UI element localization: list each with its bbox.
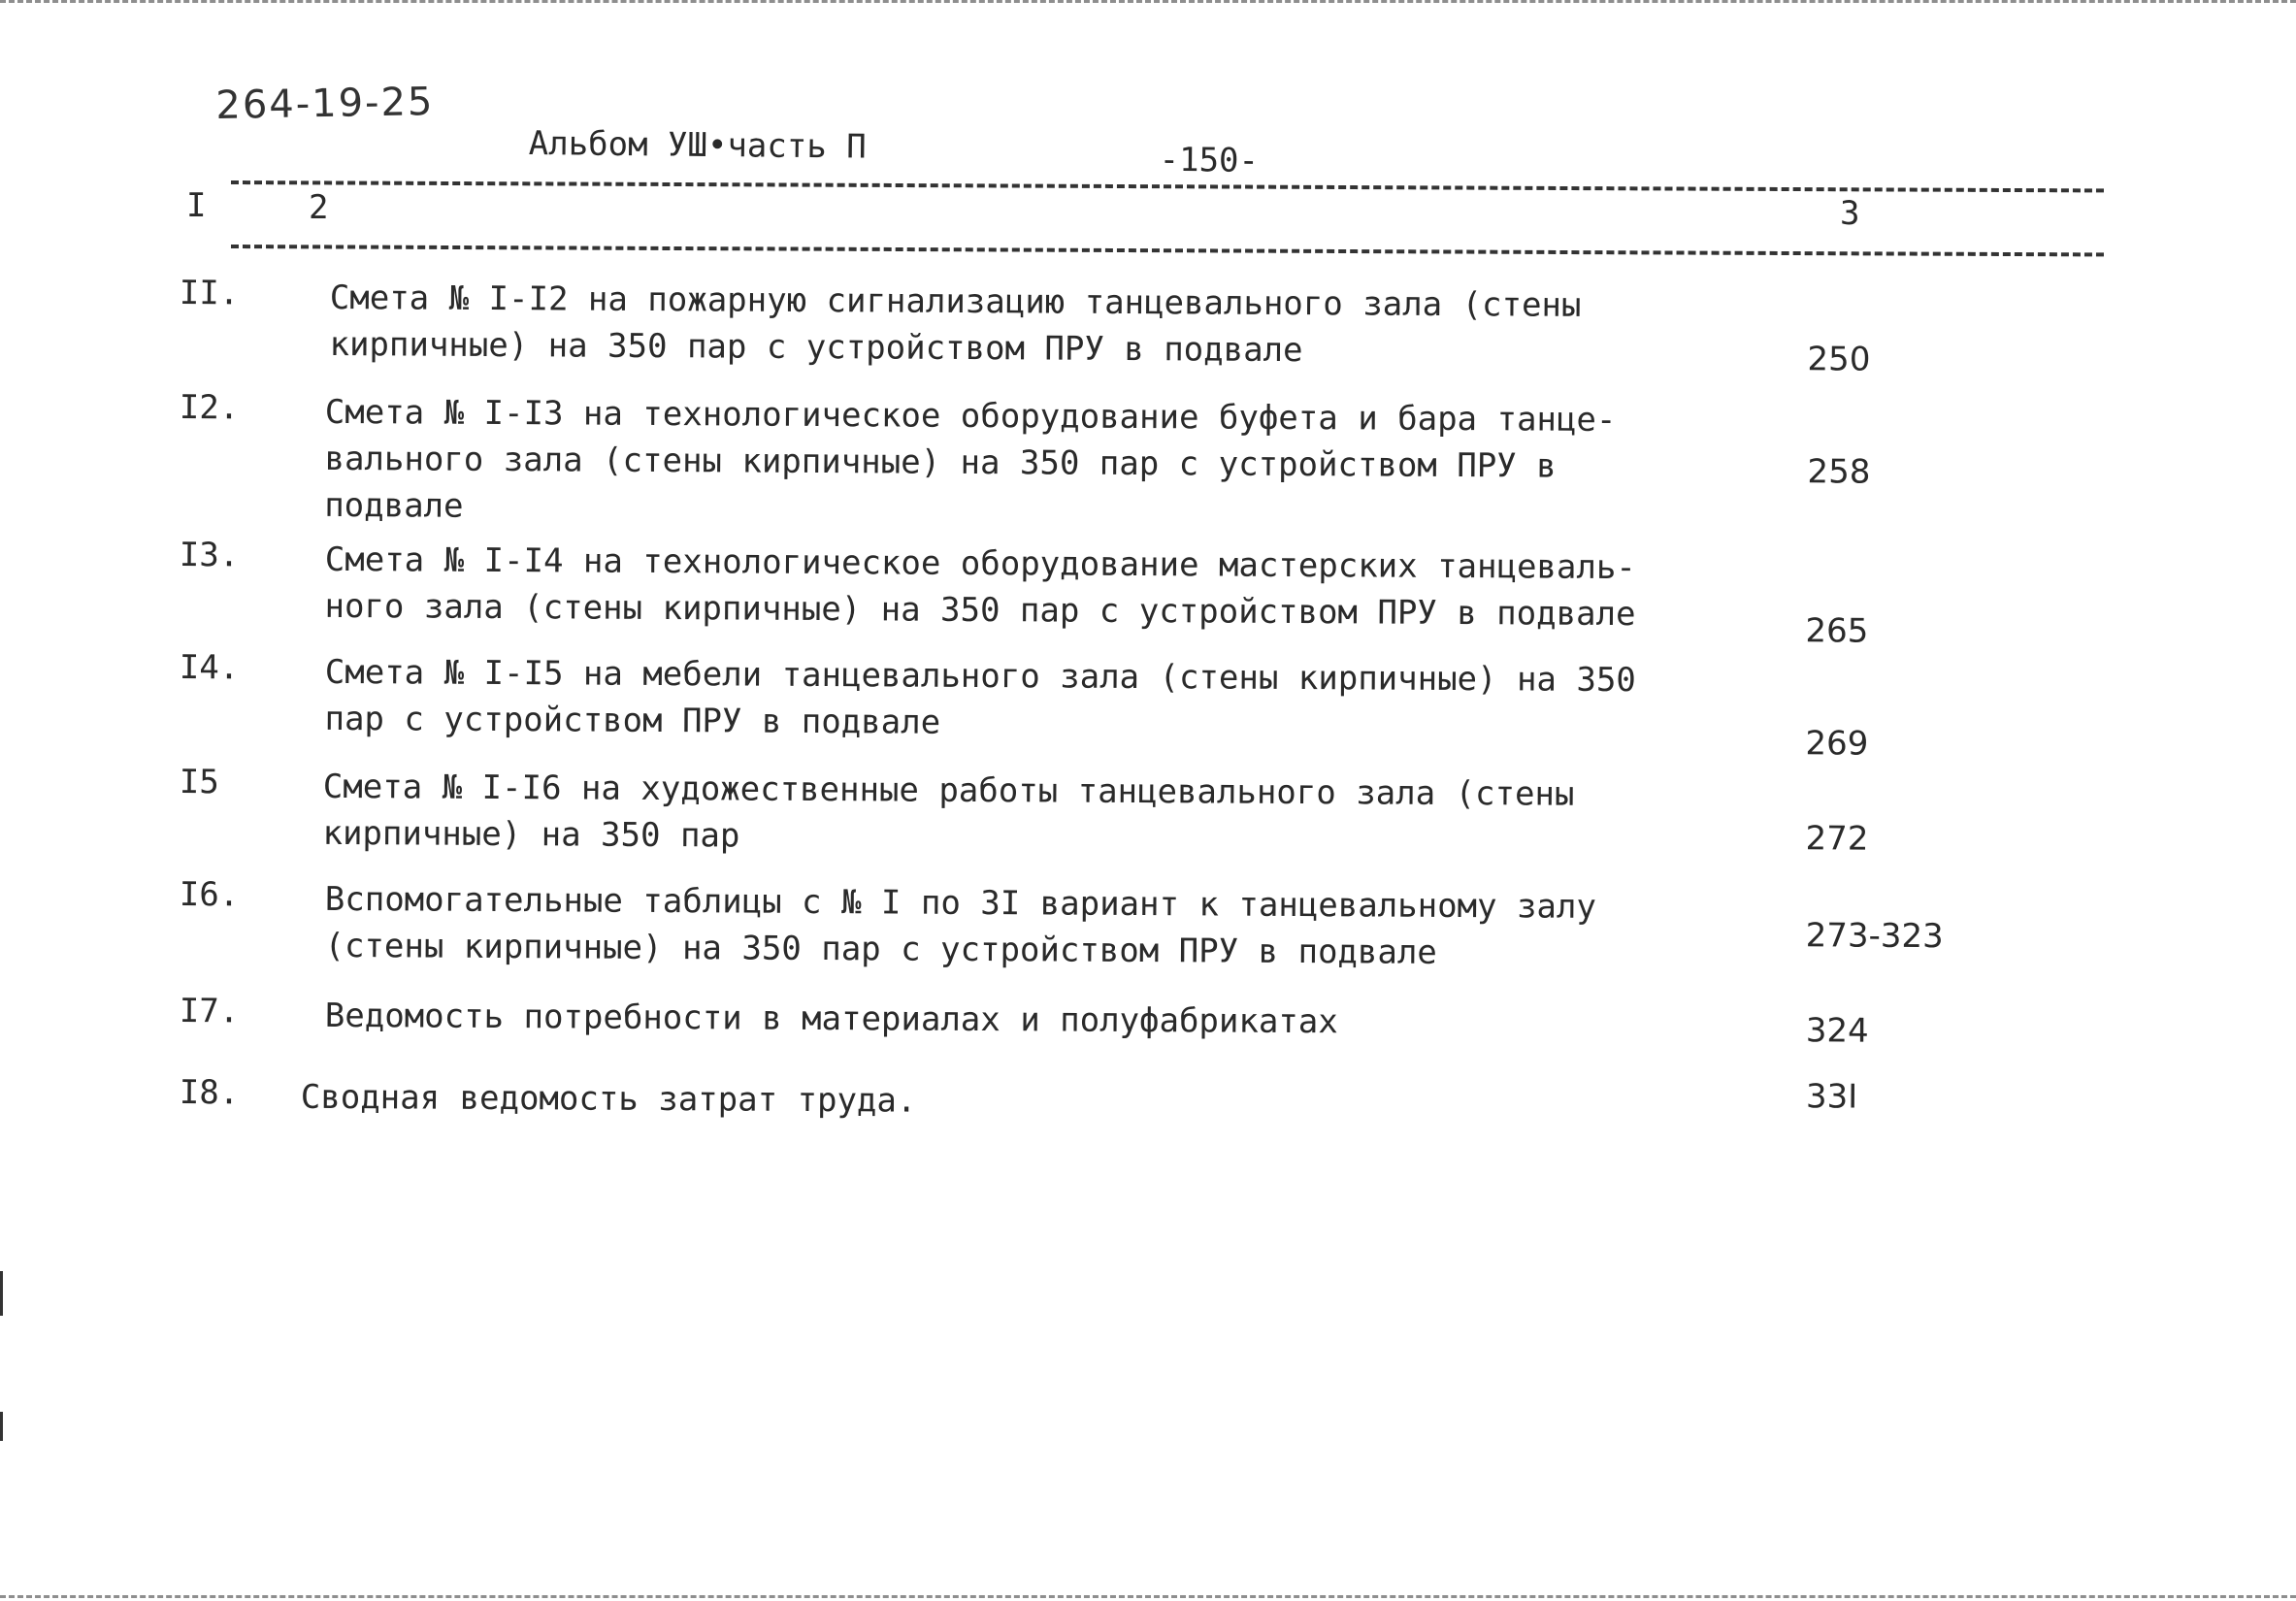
page-number: -150- bbox=[1159, 140, 1260, 180]
entry-page: 250 bbox=[1807, 340, 1871, 379]
entry-number: I4. bbox=[179, 648, 240, 688]
list-item bbox=[179, 648, 1984, 764]
entry-number: I6. bbox=[179, 875, 240, 915]
entry-page: 324 bbox=[1805, 1011, 1869, 1051]
entry-number: I5 bbox=[179, 763, 219, 802]
entry-title: Смета № I-I3 на технологическое оборудование буфета и бара танце- вального зала (стены кирпичные) на 350 пар с устройством ПРУ в подвале bbox=[324, 392, 1617, 526]
list-item bbox=[179, 875, 1984, 983]
entry-title: Вспомогательные таблицы с № I по 3I вариант к танцевальному залу (стены кирпичные) на 350 пар с устройством ПРУ в подвале bbox=[324, 879, 1597, 972]
entry-number: I2. bbox=[179, 388, 240, 428]
list-item bbox=[179, 274, 1984, 381]
list-item bbox=[179, 763, 1984, 870]
entry-title: Смета № I-I5 на мебели танцевального зала (стены кирпичные) на 350 пар с устройством ПРУ в подвале bbox=[324, 652, 1636, 742]
entry-page: 272 bbox=[1805, 819, 1869, 859]
entry-number: II. bbox=[179, 274, 240, 313]
column-header-number: I bbox=[186, 186, 207, 225]
entry-page: 265 bbox=[1805, 611, 1869, 651]
entry-title: Смета № I-I6 на художественные работы танцевального зала (стены кирпичные) на 350 пар bbox=[322, 767, 1575, 856]
entry-number: I3. bbox=[179, 536, 240, 575]
entry-number: I7. bbox=[179, 992, 240, 1031]
entry-number: I8. bbox=[179, 1073, 240, 1113]
list-item bbox=[180, 1073, 1984, 1142]
column-header-title: 2 bbox=[309, 188, 329, 227]
list-item bbox=[179, 536, 1984, 651]
entry-page: 269 bbox=[1805, 724, 1869, 764]
entry-title: Смета № I-I4 на технологическое оборудование мастерских танцеваль- ного зала (стены кирпичные) на 350 пар с устройством ПРУ в подвале bbox=[324, 539, 1636, 635]
entry-title: Ведомость потребности в материалах и полуфабрикатах bbox=[324, 996, 1338, 1042]
list-item bbox=[179, 388, 1984, 544]
entry-page: 273-323 bbox=[1805, 916, 1944, 957]
entry-page: 258 bbox=[1807, 452, 1871, 492]
entry-title: Сводная ведомость затрат труда. bbox=[300, 1077, 917, 1121]
album-title: Альбом УШ•часть П bbox=[528, 123, 867, 167]
entry-page: 33I bbox=[1805, 1077, 1858, 1117]
list-item bbox=[180, 992, 1984, 1061]
entry-title: Смета № I-I2 на пожарную сигнализацию танцевального зала (стены кирпичные) на 350 пар с устройством ПРУ в подвале bbox=[329, 278, 1582, 371]
document-code: 264-19-25 bbox=[215, 80, 435, 128]
column-header-page: 3 bbox=[1840, 194, 1860, 233]
